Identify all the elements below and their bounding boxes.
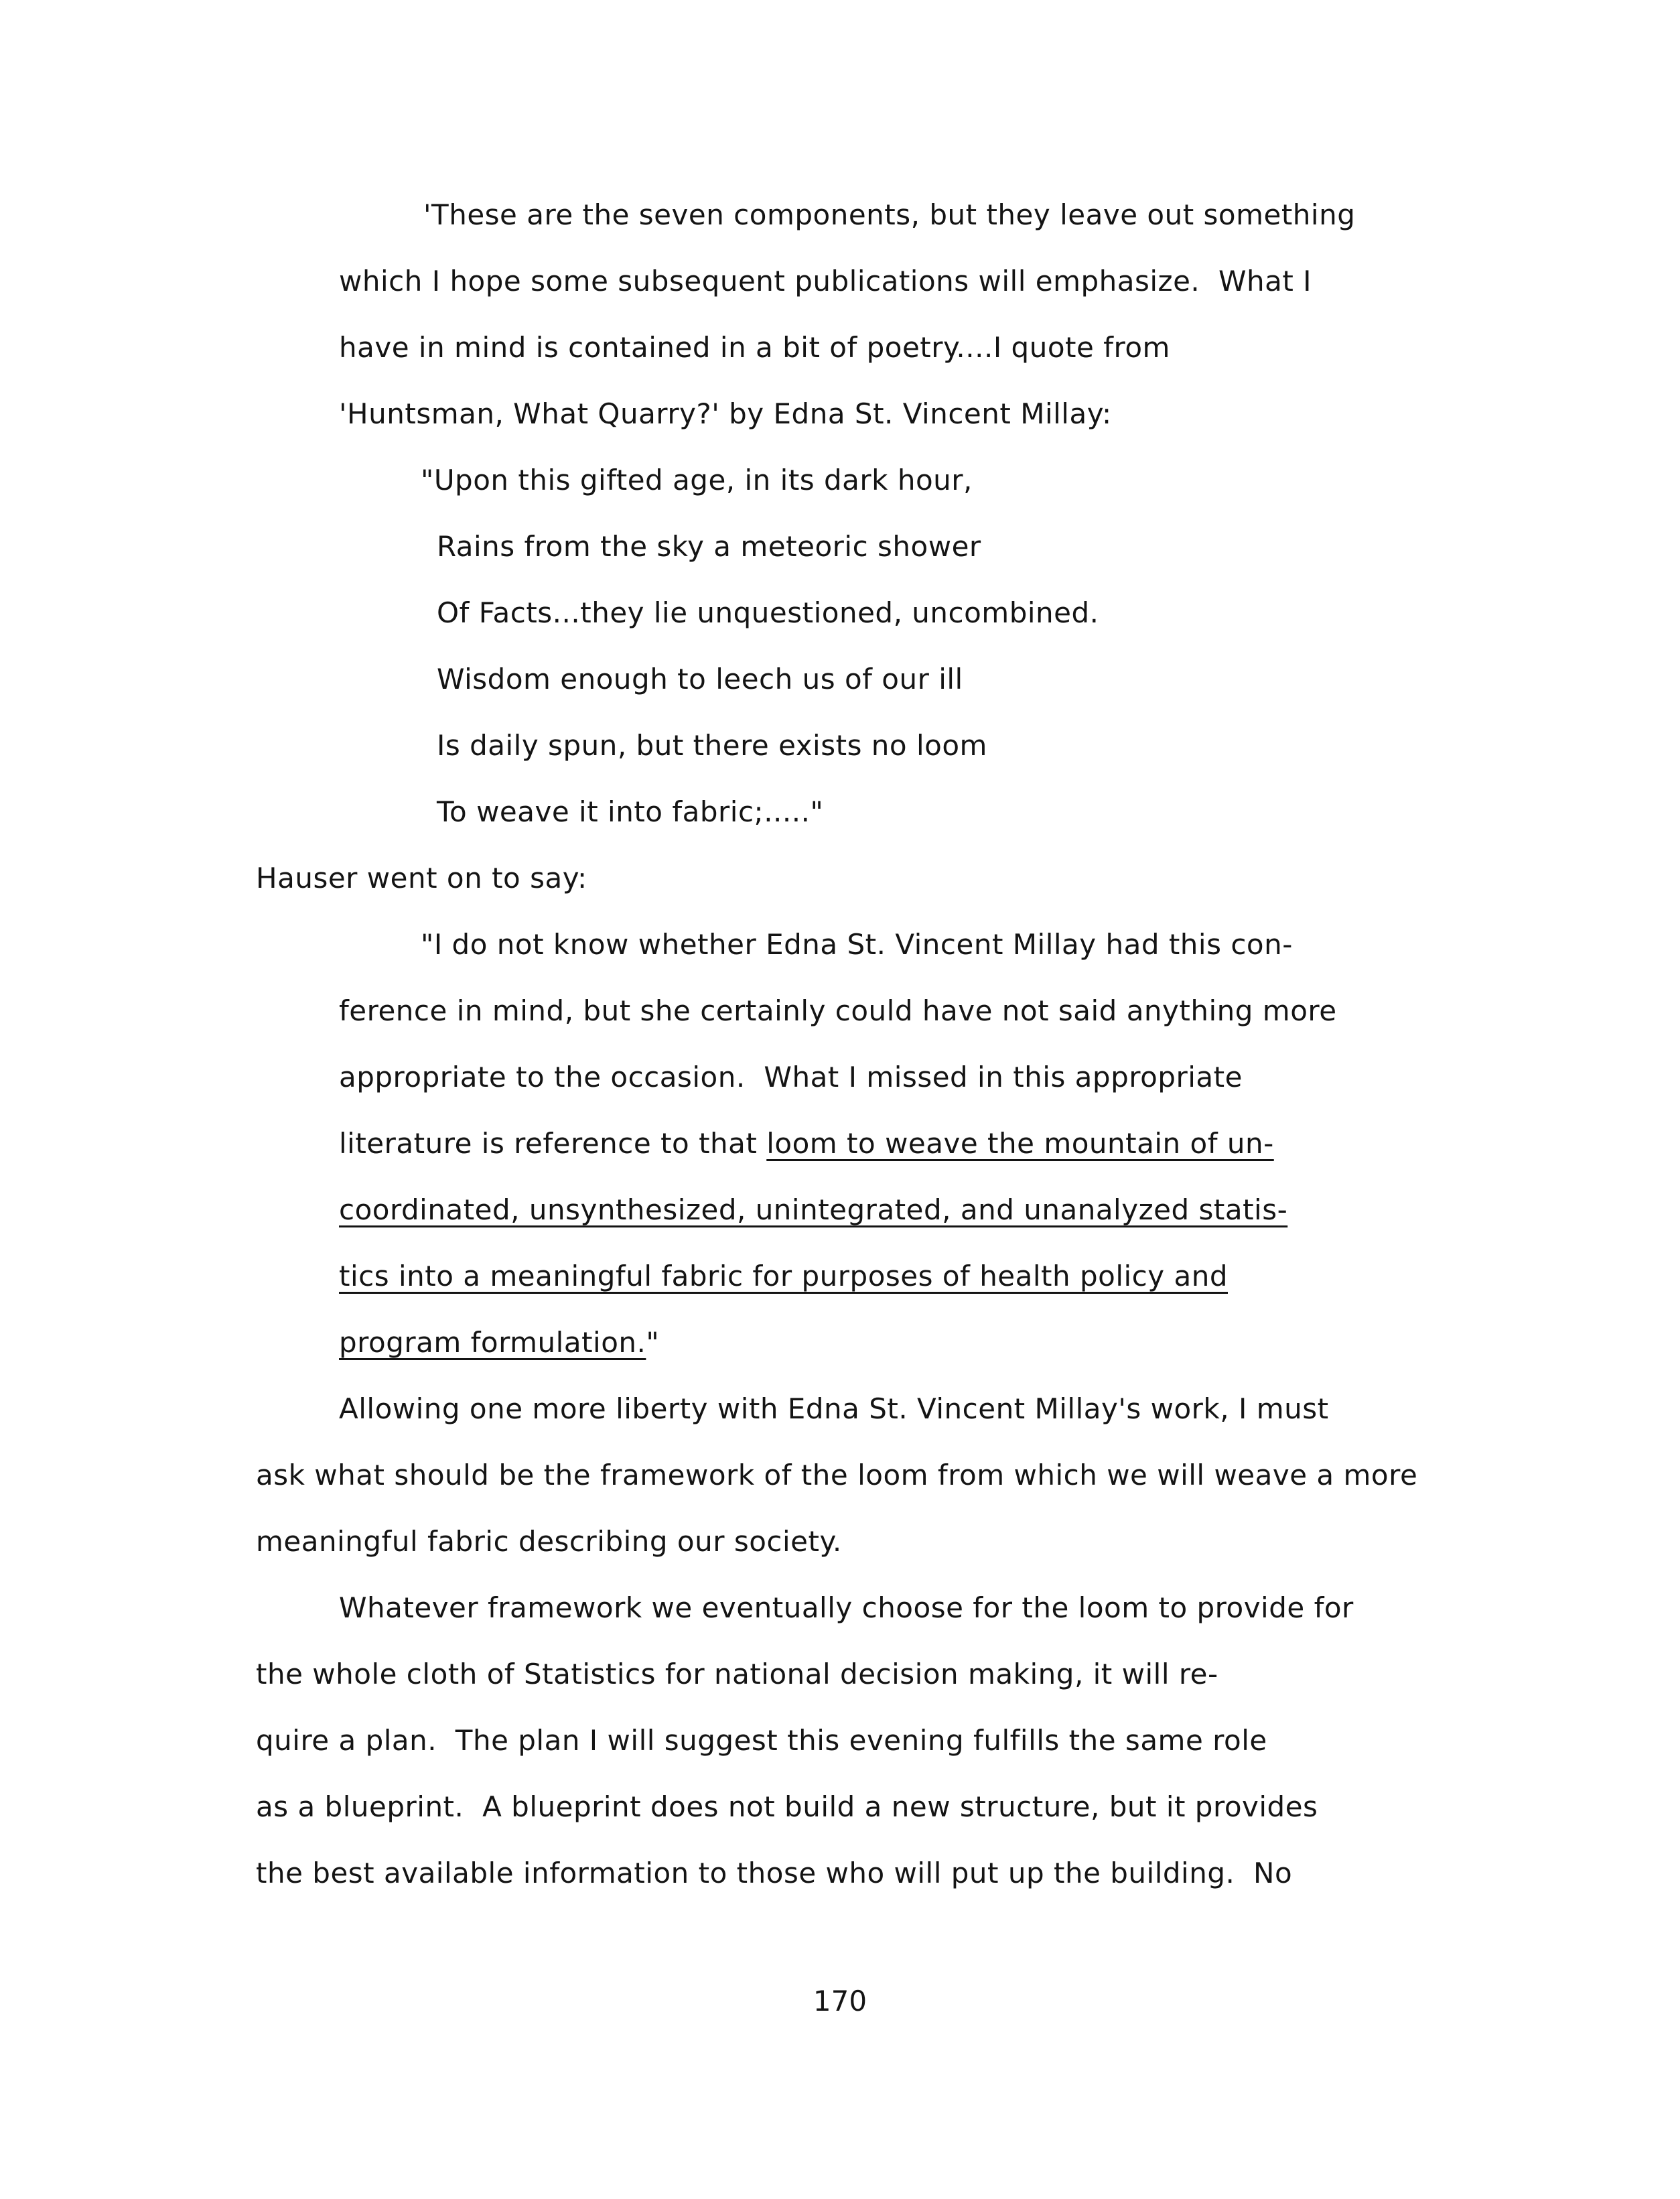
text-line: quire a plan. The plan I will suggest this evening fulfills the same role (256, 1724, 1267, 1757)
transition-line: Hauser went on to say: (256, 862, 587, 894)
text-line: the whole cloth of Statistics for national decision making, it will re- (256, 1658, 1218, 1690)
text-line: meaningful fabric describing our society. (256, 1525, 842, 1558)
text-line (339, 1127, 1274, 1160)
poem-line: "Upon this gifted age, in its dark hour, (421, 464, 973, 496)
text-line: ference in mind, but she certainly could have not said anything more (339, 994, 1337, 1027)
underlined-text: coordinated, unsynthesized, unintegrated, and unanalyzed statis- (339, 1193, 1288, 1226)
text-line: which I hope some subsequent publications will emphasize. What I (339, 265, 1312, 297)
text-line: 'These are the seven components, but they leave out something (423, 198, 1356, 231)
poem-line: Rains from the sky a meteoric shower (437, 530, 981, 563)
underlined-text: loom to weave the mountain of un- (766, 1127, 1274, 1160)
poem-line: Of Facts...they lie unquestioned, uncombined. (437, 596, 1099, 629)
page-number: 170 (813, 1985, 867, 2017)
poem-line: Is daily spun, but there exists no loom (437, 729, 987, 762)
text-line (339, 1326, 659, 1359)
text-line: the best available information to those who will put up the building. No (256, 1857, 1293, 1889)
underlined-text: program formulation. (339, 1326, 646, 1359)
closing-quote-mark: " (646, 1326, 660, 1359)
text-line: have in mind is contained in a bit of poetry....I quote from (339, 331, 1170, 364)
text-line: "I do not know whether Edna St. Vincent Millay had this con- (421, 928, 1293, 961)
text-line: Allowing one more liberty with Edna St. Vincent Millay's work, I must (339, 1392, 1329, 1425)
text-line: 'Huntsman, What Quarry?' by Edna St. Vincent Millay: (339, 397, 1112, 430)
text-line: Whatever framework we eventually choose for the loom to provide for (339, 1591, 1354, 1624)
poem-line: Wisdom enough to leech us of our ill (437, 663, 963, 695)
text-line: as a blueprint. A blueprint does not build a new structure, but it provides (256, 1790, 1318, 1823)
text-segment: literature is reference to that (339, 1127, 767, 1160)
text-line: ask what should be the framework of the loom from which we will weave a more (256, 1459, 1418, 1491)
poem-line: To weave it into fabric;....." (437, 795, 824, 828)
underlined-text: tics into a meaningful fabric for purposes of health policy and (339, 1260, 1228, 1292)
text-line: appropriate to the occasion. What I missed in this appropriate (339, 1061, 1243, 1093)
